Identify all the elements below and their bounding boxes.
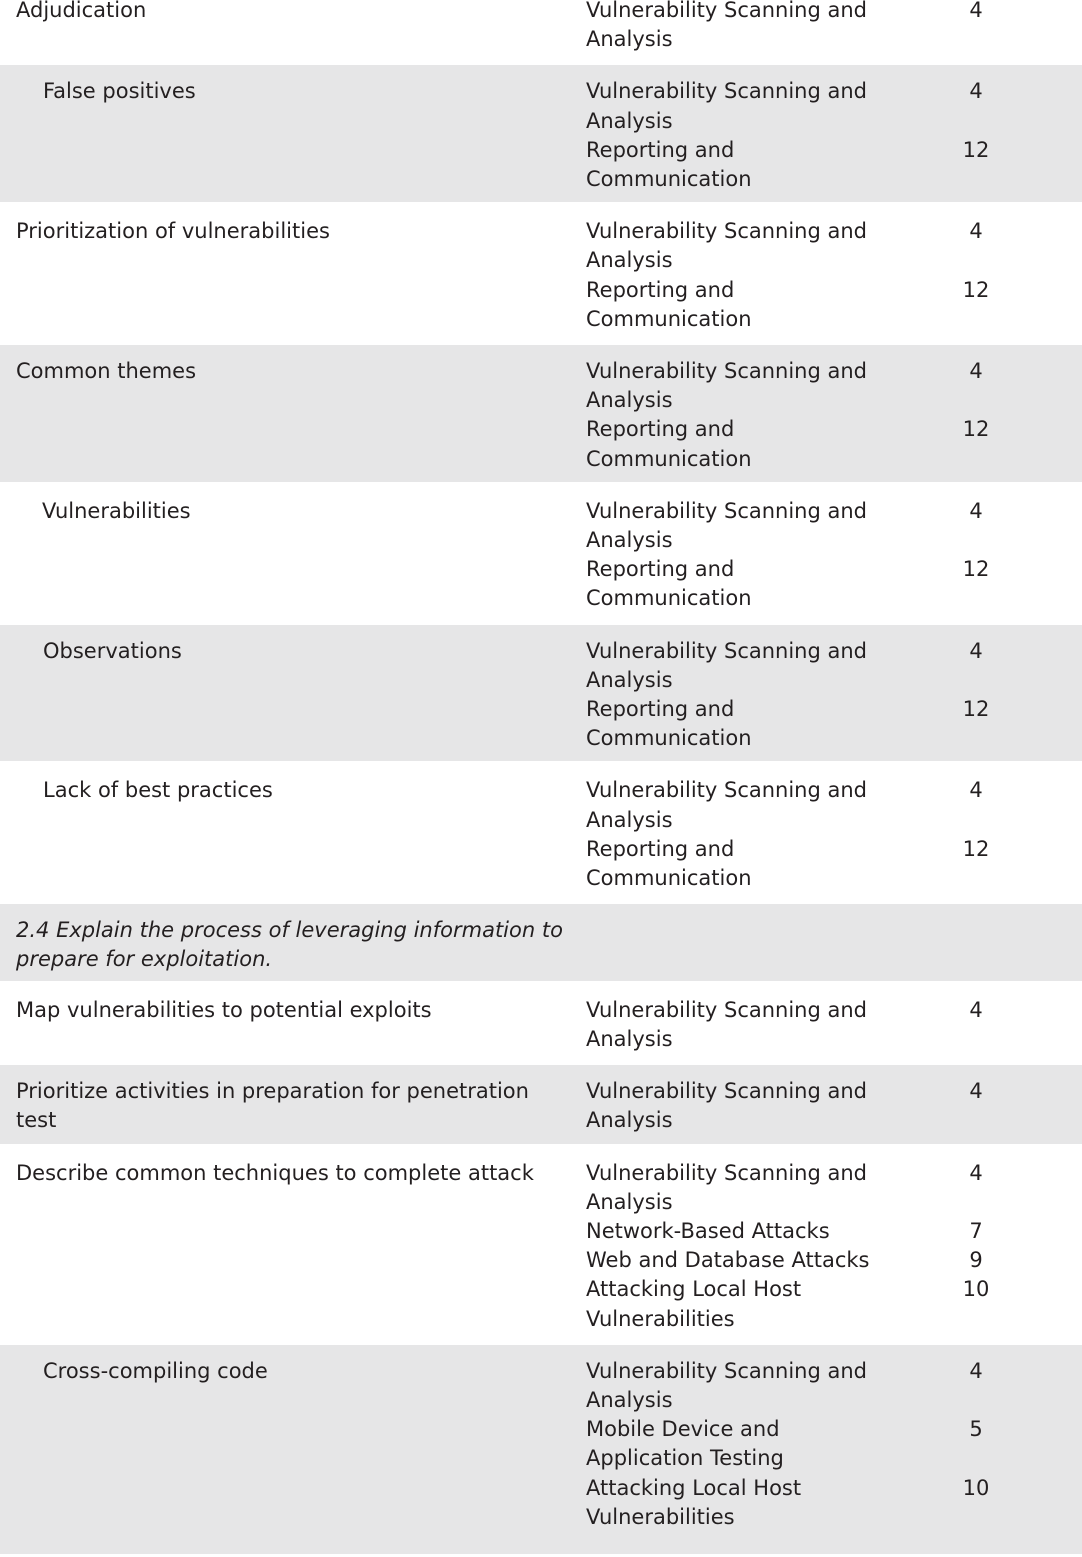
chapter-number: 12 — [962, 557, 990, 582]
objective-cell: Vulnerabilities — [42, 498, 191, 523]
chapter-name — [586, 497, 926, 555]
chapter-name-line: Vulnerability Scanning and — [586, 997, 868, 1022]
chapter-name-line: Attacking Local Host — [586, 1475, 802, 1500]
chapter-number: 12 — [962, 417, 990, 442]
chapter-entry — [586, 77, 1082, 135]
chapter-number: 10 — [962, 1475, 990, 1500]
chapter-entry — [586, 835, 1082, 893]
chapter-name-line: Communication — [586, 306, 752, 331]
table-row — [0, 1345, 1082, 1557]
chapters-cell — [572, 764, 1082, 901]
chapter-name-line: Analysis — [586, 1387, 673, 1412]
chapter-name — [586, 1159, 926, 1217]
chapter-name-line: Vulnerability Scanning and — [586, 79, 868, 104]
chapter-name — [586, 555, 926, 613]
chapter-number: 12 — [962, 277, 990, 302]
chapter-name-line: Vulnerability Scanning and — [586, 778, 868, 803]
chapter-entry — [586, 415, 1082, 473]
chapter-entry — [586, 1217, 1082, 1246]
section-heading-row — [0, 904, 1082, 983]
chapter-number: 4 — [969, 778, 983, 803]
table-row — [0, 1065, 1082, 1146]
objective-cell: Map vulnerabilities to potential exploits — [16, 997, 432, 1022]
table-row — [0, 625, 1082, 765]
chapter-name-line: Vulnerability Scanning and — [586, 0, 868, 22]
chapter-name — [586, 1077, 926, 1135]
table-row — [0, 1147, 1082, 1345]
chapter-name-line: Analysis — [586, 807, 673, 832]
chapter-entry — [586, 996, 1082, 1054]
chapter-name — [586, 1217, 926, 1246]
chapter-number: 4 — [969, 1079, 983, 1104]
chapter-name-line: Analysis — [586, 248, 673, 273]
chapter-name-line: Communication — [586, 586, 752, 611]
chapter-name-line: Vulnerability Scanning and — [586, 498, 868, 523]
chapters-cell — [572, 1147, 1082, 1342]
chapter-name — [586, 637, 926, 695]
chapter-name — [586, 415, 926, 473]
chapter-entry — [586, 136, 1082, 194]
chapters-cell — [572, 1065, 1082, 1143]
chapter-name-line: Analysis — [586, 667, 673, 692]
chapter-entry — [586, 1474, 1082, 1532]
chapter-name — [586, 1415, 926, 1473]
chapter-name — [586, 77, 926, 135]
chapters-cell — [572, 625, 1082, 762]
section-heading-line: 2.4 Explain the process of leveraging information to — [16, 918, 563, 943]
table-row — [0, 0, 1082, 65]
chapter-name — [586, 776, 926, 834]
chapter-name-line: Analysis — [586, 1026, 673, 1051]
chapter-number: 5 — [969, 1417, 983, 1442]
objective-cell: False positives — [43, 79, 196, 104]
chapter-name-line: Network-Based Attacks — [586, 1218, 830, 1243]
objective-cell: Prioritization of vulnerabilities — [16, 219, 330, 244]
chapter-name — [586, 695, 926, 753]
chapter-name — [586, 136, 926, 194]
chapter-name-line: Analysis — [586, 388, 673, 413]
chapters-cell — [572, 65, 1082, 202]
chapter-number: 4 — [969, 1160, 983, 1185]
chapter-name-line: Vulnerability Scanning and — [586, 638, 868, 663]
chapters-cell — [572, 0, 1082, 62]
chapter-name-line: Reporting and — [586, 277, 735, 302]
chapter-name-line: Communication — [586, 726, 752, 751]
chapter-entry — [586, 357, 1082, 415]
chapters-cell — [572, 984, 1082, 1062]
objective-cell: Adjudication — [16, 0, 147, 22]
chapter-name — [586, 217, 926, 275]
chapter-number: 9 — [969, 1248, 983, 1273]
chapter-name — [586, 0, 926, 54]
chapter-name-line: Communication — [586, 866, 752, 891]
table-row — [0, 205, 1082, 345]
chapter-name-line: Vulnerability Scanning and — [586, 359, 868, 384]
objective-line: test — [16, 1108, 57, 1133]
chapter-entry — [586, 695, 1082, 753]
chapter-name-line: Vulnerability Scanning and — [586, 1160, 868, 1185]
chapter-name-line: Reporting and — [586, 417, 735, 442]
chapter-name-line: Vulnerability Scanning and — [586, 219, 868, 244]
chapter-entry — [586, 1357, 1082, 1415]
chapter-name-line: Communication — [586, 167, 752, 192]
chapter-name-line: Analysis — [586, 27, 673, 52]
chapter-name — [586, 276, 926, 334]
chapter-name-line: Mobile Device and — [586, 1417, 780, 1442]
chapter-name — [586, 1474, 926, 1532]
chapter-name-line: Web and Database Attacks — [586, 1248, 870, 1273]
table-row — [0, 345, 1082, 485]
chapter-name-line: Reporting and — [586, 137, 735, 162]
chapter-number: 4 — [969, 0, 983, 22]
chapter-number: 4 — [969, 638, 983, 663]
section-heading — [0, 904, 572, 980]
chapter-entry — [586, 776, 1082, 834]
chapter-name — [586, 1246, 926, 1275]
section-heading-line: prepare for exploitation. — [16, 947, 273, 972]
chapter-number: 4 — [969, 79, 983, 104]
chapter-name-line: Vulnerability Scanning and — [586, 1358, 868, 1383]
chapter-entry — [586, 217, 1082, 275]
chapter-entry — [586, 1077, 1082, 1135]
objective-cell: Lack of best practices — [43, 778, 273, 803]
chapter-name-line: Analysis — [586, 108, 673, 133]
chapter-name-line: Vulnerabilities — [586, 1306, 735, 1331]
chapter-name-line: Application Testing — [586, 1446, 784, 1471]
chapter-name-line: Vulnerability Scanning and — [586, 1079, 868, 1104]
chapter-number: 12 — [962, 697, 990, 722]
chapter-name-line: Reporting and — [586, 836, 735, 861]
chapter-number: 4 — [969, 359, 983, 384]
chapter-name — [586, 1357, 926, 1415]
chapters-cell — [572, 485, 1082, 622]
chapters-cell — [572, 904, 1082, 980]
chapter-entry — [586, 555, 1082, 613]
chapter-entry — [586, 276, 1082, 334]
chapter-number: 4 — [969, 1358, 983, 1383]
chapter-entry — [586, 1159, 1082, 1217]
chapter-number: 12 — [962, 836, 990, 861]
chapter-number: 10 — [962, 1277, 990, 1302]
chapter-name-line: Analysis — [586, 1108, 673, 1133]
chapter-name — [586, 835, 926, 893]
chapter-name-line: Vulnerabilities — [586, 1504, 735, 1529]
chapter-name-line: Reporting and — [586, 557, 735, 582]
chapter-name-line: Reporting and — [586, 697, 735, 722]
chapter-entry — [586, 1246, 1082, 1275]
chapter-entry — [586, 0, 1082, 54]
chapter-entry — [586, 1275, 1082, 1333]
table-row — [0, 65, 1082, 205]
objective-cell: Cross-compiling code — [43, 1358, 268, 1383]
objective-cell — [0, 1065, 572, 1143]
chapter-number: 4 — [969, 219, 983, 244]
chapters-cell — [572, 205, 1082, 342]
chapter-number: 12 — [962, 137, 990, 162]
chapter-name — [586, 357, 926, 415]
chapter-name — [586, 1275, 926, 1333]
chapters-cell — [572, 1345, 1082, 1540]
table-row — [0, 485, 1082, 625]
table-row — [0, 984, 1082, 1065]
chapter-name-line: Communication — [586, 446, 752, 471]
chapter-name — [586, 996, 926, 1054]
chapter-entry — [586, 1415, 1082, 1473]
chapter-number: 4 — [969, 498, 983, 523]
table-row — [0, 764, 1082, 904]
chapter-name-line: Attacking Local Host — [586, 1277, 802, 1302]
chapter-entry — [586, 497, 1082, 555]
objective-cell: Describe common techniques to complete attack — [16, 1160, 534, 1185]
objective-cell: Common themes — [16, 359, 197, 384]
chapter-name-line: Analysis — [586, 1189, 673, 1214]
objective-cell: Observations — [43, 638, 182, 663]
objective-line: Prioritize activities in preparation for penetration — [16, 1079, 529, 1104]
chapter-number: 4 — [969, 997, 983, 1022]
chapter-entry — [586, 637, 1082, 695]
chapter-number: 7 — [969, 1218, 983, 1243]
chapters-cell — [572, 345, 1082, 482]
chapter-name-line: Analysis — [586, 528, 673, 553]
